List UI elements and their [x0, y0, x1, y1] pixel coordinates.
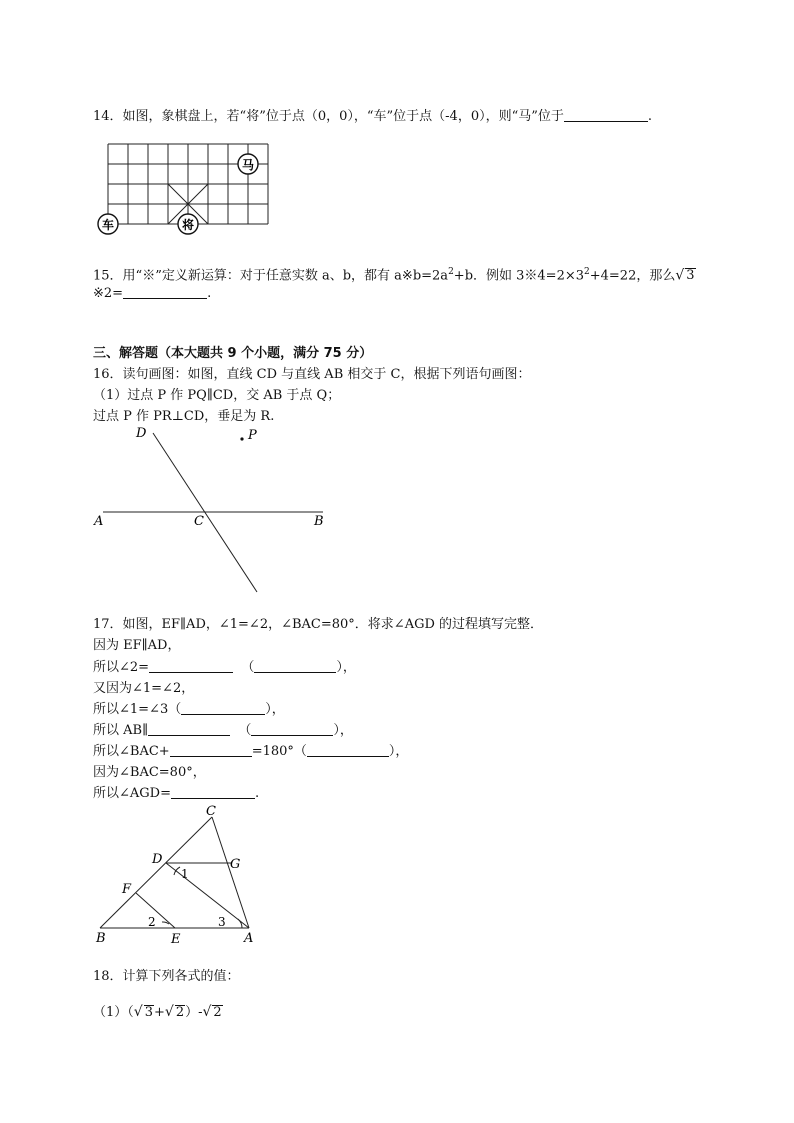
q17-line6: [93, 722, 353, 740]
q17-l7-mid: =180°（: [251, 744, 307, 759]
q17-l6-text: 所以 AB∥: [93, 723, 149, 738]
angle-2-label: 2: [148, 915, 156, 929]
q17-l3-end: ，: [342, 660, 356, 675]
section-3-title: 三、解答题（本大题共 9 个小题，满分 75 分）: [93, 346, 373, 361]
piece-ma: [238, 154, 258, 174]
q15-sup1: 2: [448, 267, 454, 277]
q18-sqrt2b: 2: [213, 1005, 222, 1020]
label-A: A: [244, 931, 254, 946]
q15-part1: 15．用“※”定义新运算：对于任意实数 a、b，都有 a※b=2a: [93, 268, 449, 284]
q18-sqrt3: 3: [144, 1005, 153, 1020]
q15-part4: ※2=: [93, 286, 124, 301]
q17-reason-4[interactable]: [307, 743, 389, 757]
sqrt-symbol: √: [164, 1004, 174, 1020]
svg-text:将: 将: [181, 218, 195, 232]
q17-l9-end: .: [254, 786, 260, 801]
sqrt-symbol: √: [133, 1004, 143, 1020]
q15-sqrt3: 3: [686, 268, 695, 284]
q17-reason-2[interactable]: [181, 701, 265, 715]
label-D: D: [136, 426, 147, 441]
label-A: A: [94, 514, 104, 529]
q15-line1: [93, 263, 696, 285]
q15-end: .: [207, 286, 212, 301]
q17-triangle-figure: [92, 803, 272, 948]
angle-3-label: 3: [218, 915, 226, 929]
label-B: B: [96, 931, 106, 946]
label-F: F: [122, 882, 132, 897]
sqrt-symbol: √: [675, 267, 685, 284]
q17-blank-3[interactable]: [170, 743, 252, 757]
sqrt-symbol: √: [202, 1004, 212, 1020]
q17-lparen-3: （: [238, 723, 252, 738]
q17-lparen-1: （: [241, 660, 255, 675]
q17-reason-3[interactable]: [251, 722, 333, 736]
q17-blank-2[interactable]: [148, 722, 230, 736]
q18-sqrt2: 2: [175, 1005, 185, 1020]
q17-blank-1[interactable]: [149, 659, 233, 673]
q14-end: .: [647, 109, 653, 124]
q18-prefix: （1）（: [93, 1005, 134, 1020]
q18-line1: 18．计算下列各式的值：: [93, 969, 240, 984]
q14-answer-blank[interactable]: [564, 108, 648, 122]
svg-text:马: 马: [241, 158, 255, 172]
q17-line8: 因为∠BAC=80°，: [93, 765, 206, 780]
q17-l6-end: ，: [339, 723, 353, 738]
q14-text: [93, 108, 652, 126]
q17-line2: 因为 EF∥AD，: [93, 638, 181, 653]
q17-l7-end: ），: [388, 744, 409, 759]
q18-plus: +: [153, 1005, 165, 1020]
q17-l5-end: ），: [265, 702, 285, 717]
q16-figure: [90, 425, 350, 595]
q17-blank-4[interactable]: [171, 785, 255, 799]
label-C: C: [194, 514, 204, 529]
label-G: G: [230, 857, 241, 872]
q17-l3-text: 所以∠2=: [93, 660, 150, 675]
q17-l9-text: 所以∠AGD=: [93, 786, 171, 801]
q16-line1: 16．读句画图：如图，直线 CD 与直线 AB 相交于 C，根据下列语句画图：: [93, 367, 531, 382]
label-P: P: [248, 428, 257, 443]
q17-reason-1[interactable]: [254, 659, 336, 673]
q17-rparen-3: ）: [333, 723, 340, 738]
label-B: B: [314, 514, 324, 529]
piece-jiang: [178, 214, 198, 234]
q18-item1: [93, 1003, 223, 1022]
piece-che: [98, 214, 118, 234]
q16-line3: 过点 P 作 PR⊥CD，垂足为 R.: [93, 409, 275, 424]
q17-line9: [93, 785, 259, 803]
q17-line5: [93, 701, 285, 719]
q17-line7: [93, 743, 408, 761]
q15-part3: +4=22，那么: [589, 268, 676, 284]
q14-stem: 14．如图，象棋盘上，若“将”位于点（0，0），“车”位于点（-4，0），则“马”位于: [93, 109, 564, 124]
q16-line2: （1）过点 P 作 PQ∥CD，交 AB 于点 Q；: [93, 388, 341, 403]
q17-rparen-1: ）: [336, 660, 343, 675]
q17-l7-text: 所以∠BAC+: [93, 744, 170, 759]
svg-text:车: 车: [101, 218, 115, 232]
q17-line4: 又因为∠1=∠2，: [93, 681, 195, 696]
label-E: E: [171, 932, 181, 947]
q15-answer-blank[interactable]: [123, 285, 207, 299]
q17-l5-text: 所以∠1=∠3（: [93, 702, 182, 717]
q17-line1: 17．如图，EF∥AD，∠1=∠2，∠BAC=80°．将求∠AGD 的过程填写完整．: [93, 617, 544, 632]
q15-part2: +b．例如 3※4=2×3: [453, 268, 585, 284]
label-C: C: [206, 804, 216, 819]
angle-1-label: 1: [181, 867, 189, 881]
q18-mid: ）-: [185, 1005, 203, 1020]
q17-line3: [93, 659, 356, 677]
label-D: D: [152, 852, 163, 867]
chess-board-figure: [95, 140, 295, 240]
q15-sup2: 2: [584, 267, 590, 277]
q15-line2: [93, 285, 211, 303]
